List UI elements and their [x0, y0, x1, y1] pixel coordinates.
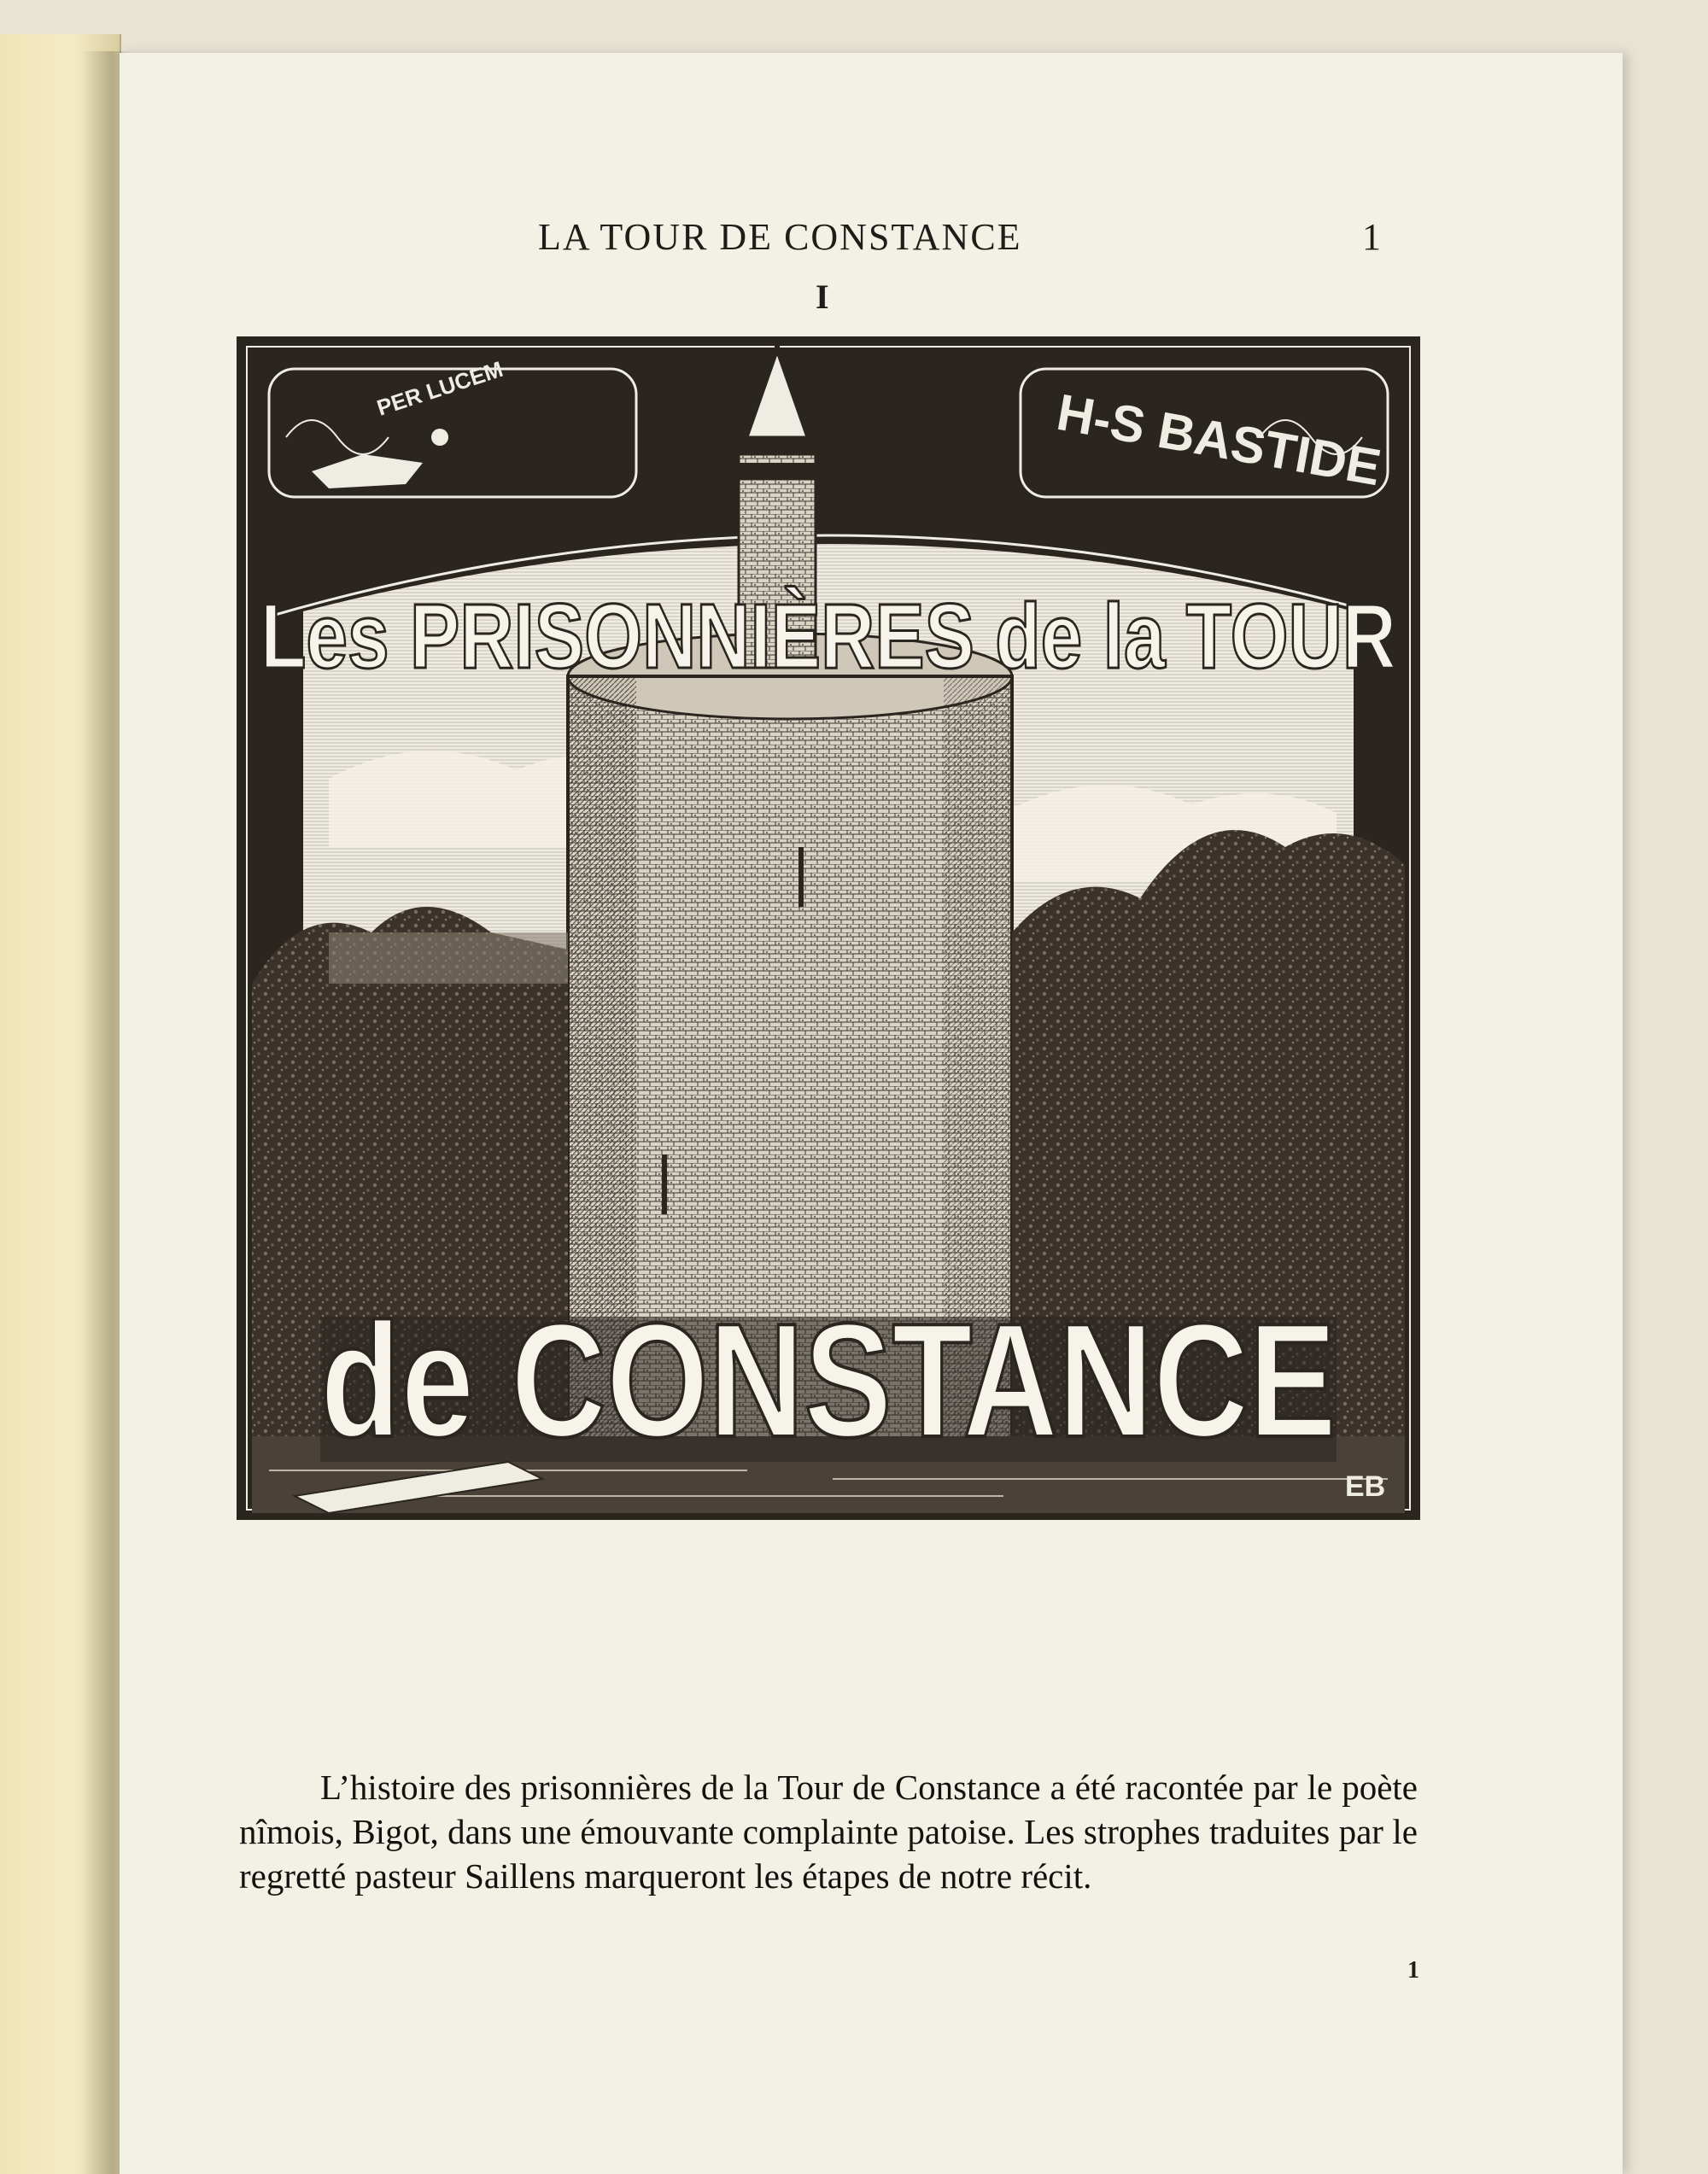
engraved-illustration	[235, 335, 1422, 1522]
folio: 1	[1407, 1957, 1419, 1984]
running-head	[120, 215, 1623, 275]
motto-text: PER LUCEM	[373, 355, 506, 421]
running-title: LA TOUR DE CONSTANCE	[538, 216, 1022, 258]
lamp-flame-icon	[431, 429, 448, 446]
title-top-text: Les PRISONNIÈRES de la TOUR	[260, 584, 1396, 687]
intro-paragraph: L’histoire des prisonnières de la Tour de Constance a été racontée par le poète nîmois, Bigot, dans une émouvante complainte patoise. Les strophes traduites par le regretté pasteur Saillens marqueront les étapes de notre récit.	[239, 1768, 1418, 1896]
running-page-number: 1	[1362, 216, 1381, 258]
tower-slit	[798, 847, 804, 907]
book-page	[120, 53, 1623, 2174]
engraver-monogram: EB	[1345, 1470, 1386, 1503]
tower-slit	[662, 1154, 667, 1214]
distant-town	[329, 932, 568, 984]
author-text: H-S BASTIDE	[1052, 383, 1385, 497]
title-bottom-text: de CONSTANCE	[320, 1290, 1337, 1471]
body-text	[239, 1765, 1418, 1898]
chapter-number: I	[816, 278, 829, 316]
